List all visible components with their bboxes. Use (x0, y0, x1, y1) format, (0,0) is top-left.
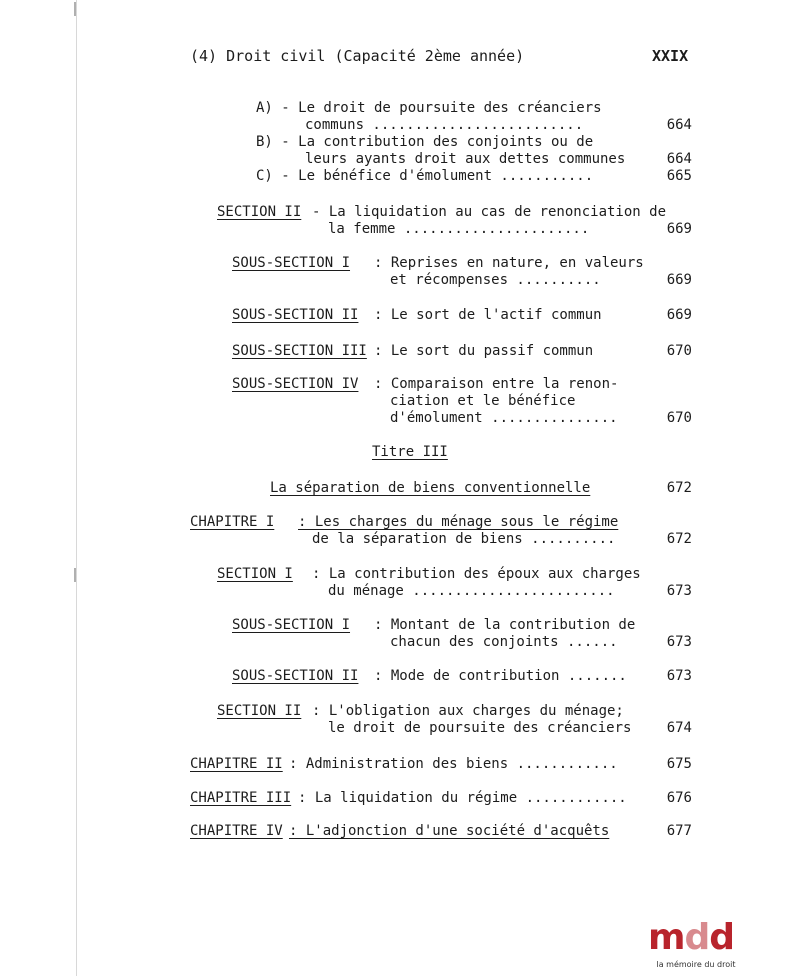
entry-label: SOUS-SECTION IV (232, 376, 359, 392)
entry-line: : Administration des biens ............ (289, 756, 618, 772)
entry-line: B) - La contribution des conjoints ou de (256, 134, 594, 150)
entry-line: - La liquidation au cas de renonciation de (312, 204, 667, 220)
part-heading: Titre III (372, 444, 448, 460)
page-header-title: (4) Droit civil (Capacité 2ème année) (190, 47, 525, 65)
entry-line: leurs ayants droit aux dettes communes (305, 151, 626, 167)
entry-label: SOUS-SECTION II (232, 307, 359, 323)
page-ref: 675 (666, 756, 692, 772)
entry-label: CHAPITRE IV (190, 823, 283, 839)
entry-line: et récompenses .......... (390, 272, 601, 288)
entry-line: : Comparaison entre la renon- (374, 376, 619, 392)
scan-edge-line (76, 0, 77, 976)
entry-line: le droit de poursuite des créanciers (328, 720, 632, 736)
page-ref: 669 (666, 221, 692, 237)
entry-line: : Reprises en nature, en valeurs (374, 255, 644, 271)
page-ref: 670 (666, 410, 692, 426)
entry-label: SECTION II (217, 703, 302, 719)
entry-line: : Le sort du passif commun (374, 343, 594, 359)
page-ref: 672 (666, 531, 692, 547)
page-ref: 673 (666, 668, 692, 684)
entry-line: : L'obligation aux charges du ménage; (312, 703, 624, 719)
entry-line: : La contribution des époux aux charges (312, 566, 641, 582)
entry-label: SOUS-SECTION III (232, 343, 367, 359)
scan-mark (74, 568, 76, 582)
entry-line: : La liquidation du régime ............ (298, 790, 627, 806)
entry-label: CHAPITRE I (190, 514, 275, 530)
page-ref: 673 (666, 634, 692, 650)
entry-line: : L'adjonction d'une société d'acquêts (289, 823, 610, 839)
page-ref: 673 (666, 583, 692, 599)
part-subheading: La séparation de biens conventionnelle (270, 480, 591, 496)
entry-label: SOUS-SECTION I (232, 255, 351, 271)
entry-line: chacun des conjoints ...... (390, 634, 618, 650)
entry-label: CHAPITRE II (190, 756, 283, 772)
page-ref: 669 (666, 272, 692, 288)
mdd-logo (648, 917, 744, 970)
entry-line: la femme ...................... (328, 221, 590, 237)
page-ref: 677 (666, 823, 692, 839)
scan-mark (74, 2, 76, 16)
page-number-roman: XXIX (652, 47, 689, 65)
entry-label: SOUS-SECTION I (232, 617, 351, 633)
entry-line: A) - Le droit de poursuite des créanciers (256, 100, 602, 116)
entry-line: : Le sort de l'actif commun (374, 307, 602, 323)
entry-line: communs ......................... (305, 117, 584, 133)
entry-line: : Montant de la contribution de (374, 617, 636, 633)
page-ref: 664 (666, 117, 692, 133)
entry-label: SECTION I (217, 566, 293, 582)
page-ref: 669 (666, 307, 692, 323)
entry-line: C) - Le bénéfice d'émolument ........... (256, 168, 594, 184)
entry-label: SECTION II (217, 204, 302, 220)
page-ref: 665 (666, 168, 692, 184)
page-ref: 664 (666, 151, 692, 167)
logo-mark: mdd (648, 917, 735, 958)
entry-line: du ménage ........................ (328, 583, 615, 599)
entry-line: : Les charges du ménage sous le régime (298, 514, 619, 530)
entry-label: SOUS-SECTION II (232, 668, 359, 684)
entry-label: CHAPITRE III (190, 790, 292, 806)
entry-line: de la séparation de biens .......... (312, 531, 616, 547)
page-ref: 672 (666, 480, 692, 496)
page-ref: 670 (666, 343, 692, 359)
page-ref: 674 (666, 720, 692, 736)
logo-caption: la mémoire du droit (656, 960, 736, 969)
page-ref: 676 (666, 790, 692, 806)
entry-line: : Mode de contribution ....... (374, 668, 627, 684)
entry-line: d'émolument ............... (390, 410, 618, 426)
entry-line: ciation et le bénéfice (390, 393, 576, 409)
